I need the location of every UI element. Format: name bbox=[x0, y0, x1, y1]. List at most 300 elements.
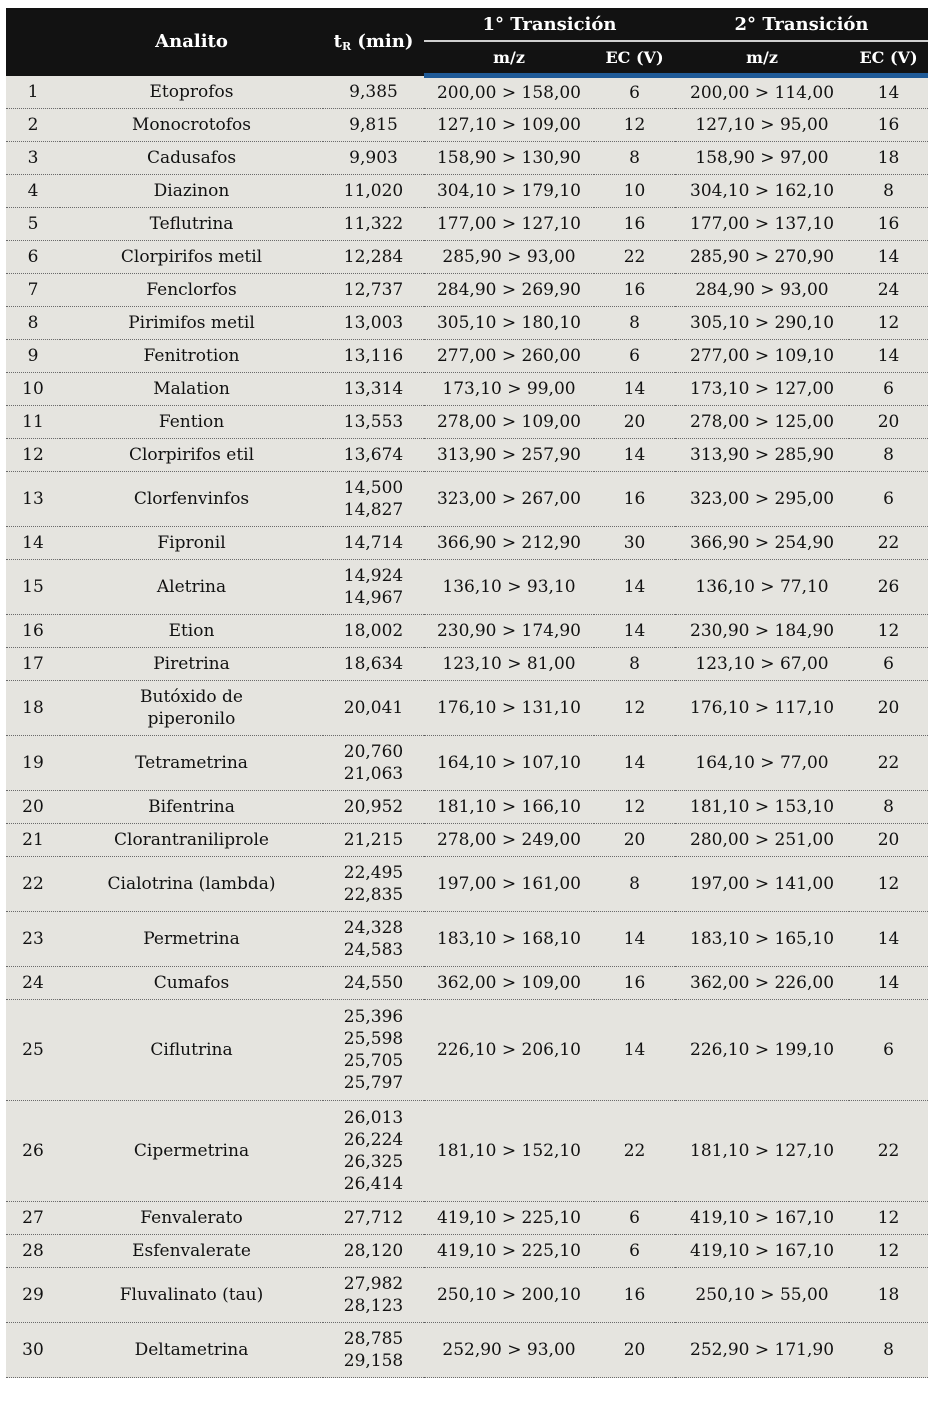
transition-1-mz: 136,10 > 93,10 bbox=[424, 560, 594, 615]
table-row bbox=[6, 439, 928, 472]
retention-time bbox=[323, 560, 424, 615]
retention-time bbox=[323, 1268, 424, 1323]
transition-1-ec: 8 bbox=[594, 307, 675, 340]
retention-time-line: 12,284 bbox=[343, 247, 404, 267]
retention-time bbox=[323, 1235, 424, 1268]
transition-1-mz: 226,10 > 206,10 bbox=[424, 1000, 594, 1101]
transition-2-ec: 14 bbox=[849, 76, 928, 109]
transition-1-ec: 20 bbox=[594, 406, 675, 439]
table-row bbox=[6, 373, 928, 406]
transition-1-mz: 250,10 > 200,10 bbox=[424, 1268, 594, 1323]
transition-2-ec: 14 bbox=[849, 912, 928, 967]
analyte-name: Ciflutrina bbox=[60, 1000, 323, 1101]
transition-2-ec: 22 bbox=[849, 1101, 928, 1202]
retention-time-line: 22,495 bbox=[343, 863, 404, 883]
analyte-transition-table bbox=[6, 8, 928, 1378]
retention-time bbox=[323, 681, 424, 736]
transition-2-mz: 277,00 > 109,10 bbox=[675, 340, 849, 373]
transition-2-mz: 419,10 > 167,10 bbox=[675, 1202, 849, 1235]
transition-1-mz: 158,90 > 130,90 bbox=[424, 142, 594, 175]
transition-2-ec: 22 bbox=[849, 527, 928, 560]
table-row bbox=[6, 142, 928, 175]
transition-2-mz: 250,10 > 55,00 bbox=[675, 1268, 849, 1323]
retention-time-line: 9,815 bbox=[349, 115, 398, 135]
analyte-name: Teflutrina bbox=[60, 208, 323, 241]
analyte-name: Clorpirifos etil bbox=[60, 439, 323, 472]
transition-2-mz: 197,00 > 141,00 bbox=[675, 857, 849, 912]
transition-1-mz: 366,90 > 212,90 bbox=[424, 527, 594, 560]
transition-1-ec: 16 bbox=[594, 967, 675, 1000]
retention-time bbox=[323, 340, 424, 373]
table-row bbox=[6, 1323, 928, 1378]
table-row bbox=[6, 1202, 928, 1235]
analyte-name: Cialotrina (lambda) bbox=[60, 857, 323, 912]
retention-time-line: 25,705 bbox=[343, 1051, 404, 1071]
retention-time bbox=[323, 857, 424, 912]
retention-time-line: 14,967 bbox=[343, 588, 404, 608]
transition-2-ec: 16 bbox=[849, 208, 928, 241]
retention-time bbox=[323, 1000, 424, 1101]
row-number: 1 bbox=[6, 76, 60, 109]
analyte-name: Clorfenvinfos bbox=[60, 472, 323, 527]
transition-2-mz: 164,10 > 77,00 bbox=[675, 736, 849, 791]
transition-1-mz: 127,10 > 109,00 bbox=[424, 109, 594, 142]
retention-time bbox=[323, 615, 424, 648]
retention-time-line: 28,123 bbox=[343, 1296, 404, 1316]
transition-1-ec: 20 bbox=[594, 824, 675, 857]
transition-2-mz: 127,10 > 95,00 bbox=[675, 109, 849, 142]
transition-2-ec: 12 bbox=[849, 307, 928, 340]
transition-1-ec: 12 bbox=[594, 791, 675, 824]
retention-time-line: 21,063 bbox=[343, 764, 404, 784]
transition-2-mz: 177,00 > 137,10 bbox=[675, 208, 849, 241]
transition-1-mz: 173,10 > 99,00 bbox=[424, 373, 594, 406]
analyte-name: Clorpirifos metil bbox=[60, 241, 323, 274]
row-number: 13 bbox=[6, 472, 60, 527]
retention-time-line: 9,385 bbox=[349, 81, 398, 102]
transition-2-ec: 18 bbox=[849, 1268, 928, 1323]
row-number: 9 bbox=[6, 340, 60, 373]
transition-1-mz: 362,00 > 109,00 bbox=[424, 967, 594, 1000]
row-number: 14 bbox=[6, 527, 60, 560]
row-number: 5 bbox=[6, 208, 60, 241]
row-number: 16 bbox=[6, 615, 60, 648]
row-number: 4 bbox=[6, 175, 60, 208]
transition-1-mz: 176,10 > 131,10 bbox=[424, 681, 594, 736]
row-number: 6 bbox=[6, 241, 60, 274]
transition-2-mz: 285,90 > 270,90 bbox=[675, 241, 849, 274]
transition-2-ec: 6 bbox=[849, 373, 928, 406]
retention-time-line: 28,120 bbox=[343, 1241, 404, 1261]
transition-2-ec: 22 bbox=[849, 736, 928, 791]
retention-time-line: 26,013 bbox=[343, 1108, 404, 1128]
transition-1-mz: 164,10 > 107,10 bbox=[424, 736, 594, 791]
table-row bbox=[6, 1235, 928, 1268]
transition-2-mz: 313,90 > 285,90 bbox=[675, 439, 849, 472]
retention-time-line: 14,714 bbox=[343, 533, 404, 553]
table-row bbox=[6, 307, 928, 340]
transition-1-ec: 16 bbox=[594, 208, 675, 241]
retention-time-line: 24,328 bbox=[343, 918, 404, 938]
transition-1-ec: 12 bbox=[594, 109, 675, 142]
table-row bbox=[6, 76, 928, 109]
transition-2-mz: 366,90 > 254,90 bbox=[675, 527, 849, 560]
retention-time bbox=[323, 274, 424, 307]
transition-2-mz: 181,10 > 153,10 bbox=[675, 791, 849, 824]
retention-time-line: 21,215 bbox=[343, 830, 404, 850]
retention-time-line: 20,952 bbox=[343, 797, 404, 817]
analyte-name: Cumafos bbox=[60, 967, 323, 1000]
retention-time-line: 18,634 bbox=[343, 654, 404, 674]
analyte-name: Fipronil bbox=[60, 527, 323, 560]
retention-time bbox=[323, 648, 424, 681]
header-mz-2: m/z bbox=[675, 41, 849, 76]
row-number: 11 bbox=[6, 406, 60, 439]
transition-1-mz: 313,90 > 257,90 bbox=[424, 439, 594, 472]
row-number: 22 bbox=[6, 857, 60, 912]
transition-2-ec: 12 bbox=[849, 615, 928, 648]
analyte-name: Cipermetrina bbox=[60, 1101, 323, 1202]
row-number: 24 bbox=[6, 967, 60, 1000]
transition-1-ec: 6 bbox=[594, 1235, 675, 1268]
row-number: 12 bbox=[6, 439, 60, 472]
transition-1-mz: 183,10 > 168,10 bbox=[424, 912, 594, 967]
transition-2-ec: 6 bbox=[849, 472, 928, 527]
transition-2-ec: 12 bbox=[849, 1202, 928, 1235]
transition-1-ec: 12 bbox=[594, 681, 675, 736]
transition-1-ec: 16 bbox=[594, 274, 675, 307]
transition-1-ec: 14 bbox=[594, 736, 675, 791]
transition-2-ec: 8 bbox=[849, 175, 928, 208]
retention-time-line: 25,598 bbox=[343, 1029, 404, 1049]
transition-2-mz: 284,90 > 93,00 bbox=[675, 274, 849, 307]
retention-time-line: 13,003 bbox=[343, 313, 404, 333]
row-number: 21 bbox=[6, 824, 60, 857]
table-row bbox=[6, 648, 928, 681]
transition-2-ec: 6 bbox=[849, 648, 928, 681]
row-number: 23 bbox=[6, 912, 60, 967]
retention-time-line: 20,760 bbox=[343, 742, 404, 762]
table-body bbox=[6, 76, 928, 1378]
row-number: 27 bbox=[6, 1202, 60, 1235]
retention-time bbox=[323, 439, 424, 472]
transition-1-ec: 8 bbox=[594, 648, 675, 681]
retention-time bbox=[323, 109, 424, 142]
row-number: 3 bbox=[6, 142, 60, 175]
table-row bbox=[6, 560, 928, 615]
retention-time bbox=[323, 824, 424, 857]
transition-1-ec: 22 bbox=[594, 1101, 675, 1202]
analyte-name: Fenitrotion bbox=[60, 340, 323, 373]
transition-1-ec: 22 bbox=[594, 241, 675, 274]
transition-2-ec: 26 bbox=[849, 560, 928, 615]
analyte-name: Tetrametrina bbox=[60, 736, 323, 791]
transition-2-ec: 12 bbox=[849, 1235, 928, 1268]
row-number: 19 bbox=[6, 736, 60, 791]
retention-time bbox=[323, 406, 424, 439]
analyte-name: Monocrotofos bbox=[60, 109, 323, 142]
retention-time bbox=[323, 1202, 424, 1235]
table-row bbox=[6, 1268, 928, 1323]
transition-2-ec: 16 bbox=[849, 109, 928, 142]
transition-1-ec: 20 bbox=[594, 1323, 675, 1378]
transition-2-mz: 323,00 > 295,00 bbox=[675, 472, 849, 527]
retention-time bbox=[323, 307, 424, 340]
transition-2-mz: 136,10 > 77,10 bbox=[675, 560, 849, 615]
header-ec-1: EC (V) bbox=[594, 41, 675, 76]
retention-time bbox=[323, 912, 424, 967]
table-row bbox=[6, 1101, 928, 1202]
retention-time bbox=[323, 373, 424, 406]
table-row bbox=[6, 736, 928, 791]
retention-time-line: 26,224 bbox=[343, 1130, 404, 1150]
transition-1-mz: 230,90 > 174,90 bbox=[424, 615, 594, 648]
transition-1-mz: 323,00 > 267,00 bbox=[424, 472, 594, 527]
transition-2-ec: 8 bbox=[849, 439, 928, 472]
transition-1-ec: 14 bbox=[594, 912, 675, 967]
retention-time bbox=[323, 1101, 424, 1202]
table-row bbox=[6, 472, 928, 527]
row-number: 28 bbox=[6, 1235, 60, 1268]
analyte-name: Etion bbox=[60, 615, 323, 648]
transition-1-ec: 16 bbox=[594, 1268, 675, 1323]
analyte-name: Etoprofos bbox=[60, 76, 323, 109]
retention-time-line: 14,500 bbox=[343, 478, 404, 498]
transition-1-ec: 30 bbox=[594, 527, 675, 560]
transition-2-mz: 419,10 > 167,10 bbox=[675, 1235, 849, 1268]
analyte-name: Deltametrina bbox=[60, 1323, 323, 1378]
header-tr-main: t bbox=[333, 30, 342, 52]
row-number: 7 bbox=[6, 274, 60, 307]
table-row bbox=[6, 824, 928, 857]
transition-1-mz: 285,90 > 93,00 bbox=[424, 241, 594, 274]
transition-2-ec: 20 bbox=[849, 824, 928, 857]
table-row bbox=[6, 967, 928, 1000]
header-tr-unit: (min) bbox=[351, 30, 414, 52]
row-number: 17 bbox=[6, 648, 60, 681]
transition-2-ec: 20 bbox=[849, 681, 928, 736]
retention-time bbox=[323, 472, 424, 527]
header-transition-1: 1° Transición bbox=[424, 8, 675, 41]
transition-1-mz: 278,00 > 109,00 bbox=[424, 406, 594, 439]
row-number: 15 bbox=[6, 560, 60, 615]
transition-1-mz: 419,10 > 225,10 bbox=[424, 1202, 594, 1235]
retention-time-line: 13,553 bbox=[343, 412, 404, 432]
retention-time-line: 14,924 bbox=[343, 566, 404, 586]
transition-1-ec: 6 bbox=[594, 340, 675, 373]
transition-1-mz: 123,10 > 81,00 bbox=[424, 648, 594, 681]
transition-1-ec: 14 bbox=[594, 373, 675, 406]
transition-1-ec: 6 bbox=[594, 1202, 675, 1235]
retention-time-line: 11,322 bbox=[343, 214, 404, 234]
header-mz-1: m/z bbox=[424, 41, 594, 76]
transition-1-mz: 277,00 > 260,00 bbox=[424, 340, 594, 373]
transition-2-ec: 6 bbox=[849, 1000, 928, 1101]
transition-1-ec: 8 bbox=[594, 857, 675, 912]
transition-1-mz: 419,10 > 225,10 bbox=[424, 1235, 594, 1268]
analyte-table-container bbox=[6, 8, 918, 1378]
transition-1-ec: 6 bbox=[594, 76, 675, 109]
retention-time-line: 14,827 bbox=[343, 500, 404, 520]
table-row bbox=[6, 208, 928, 241]
transition-2-ec: 18 bbox=[849, 142, 928, 175]
table-row bbox=[6, 1000, 928, 1101]
analyte-name: Fluvalinato (tau) bbox=[60, 1268, 323, 1323]
analyte-name-line: piperonilo bbox=[147, 709, 236, 729]
analyte-name: Fenclorfos bbox=[60, 274, 323, 307]
transition-2-mz: 278,00 > 125,00 bbox=[675, 406, 849, 439]
transition-2-mz: 176,10 > 117,10 bbox=[675, 681, 849, 736]
analyte-name: Diazinon bbox=[60, 175, 323, 208]
retention-time-line: 12,737 bbox=[343, 280, 404, 300]
retention-time-line: 26,414 bbox=[343, 1174, 404, 1194]
retention-time-line: 25,797 bbox=[343, 1073, 404, 1093]
transition-1-ec: 8 bbox=[594, 142, 675, 175]
header-number bbox=[6, 8, 60, 76]
retention-time-line: 13,116 bbox=[343, 346, 404, 366]
table-row bbox=[6, 109, 928, 142]
table-header bbox=[6, 8, 928, 76]
transition-1-ec: 16 bbox=[594, 472, 675, 527]
transition-1-mz: 181,10 > 152,10 bbox=[424, 1101, 594, 1202]
retention-time-line: 24,550 bbox=[343, 973, 404, 993]
table-row bbox=[6, 912, 928, 967]
table-row bbox=[6, 857, 928, 912]
transition-2-ec: 14 bbox=[849, 340, 928, 373]
transition-2-mz: 200,00 > 114,00 bbox=[675, 76, 849, 109]
retention-time-line: 13,314 bbox=[343, 379, 404, 399]
transition-1-mz: 197,00 > 161,00 bbox=[424, 857, 594, 912]
retention-time-line: 27,982 bbox=[343, 1274, 404, 1294]
transition-1-mz: 284,90 > 269,90 bbox=[424, 274, 594, 307]
transition-2-mz: 181,10 > 127,10 bbox=[675, 1101, 849, 1202]
transition-2-ec: 8 bbox=[849, 791, 928, 824]
transition-1-mz: 304,10 > 179,10 bbox=[424, 175, 594, 208]
retention-time-line: 24,583 bbox=[343, 940, 404, 960]
analyte-name: Cadusafos bbox=[60, 142, 323, 175]
transition-1-ec: 14 bbox=[594, 560, 675, 615]
analyte-name: Piretrina bbox=[60, 648, 323, 681]
table-row bbox=[6, 340, 928, 373]
transition-2-ec: 14 bbox=[849, 967, 928, 1000]
transition-2-mz: 230,90 > 184,90 bbox=[675, 615, 849, 648]
retention-time bbox=[323, 1323, 424, 1378]
header-transition-2: 2° Transición bbox=[675, 8, 928, 41]
row-number: 20 bbox=[6, 791, 60, 824]
retention-time bbox=[323, 241, 424, 274]
retention-time-line: 13,674 bbox=[343, 445, 404, 465]
analyte-name bbox=[60, 681, 323, 736]
retention-time bbox=[323, 791, 424, 824]
retention-time-line: 27,712 bbox=[343, 1208, 404, 1228]
transition-2-mz: 305,10 > 290,10 bbox=[675, 307, 849, 340]
retention-time bbox=[323, 76, 424, 109]
table-row bbox=[6, 527, 928, 560]
transition-2-ec: 8 bbox=[849, 1323, 928, 1378]
retention-time-line: 28,785 bbox=[343, 1329, 404, 1349]
analyte-name-line: Butóxido de bbox=[140, 687, 243, 707]
retention-time bbox=[323, 208, 424, 241]
header-analyte: Analito bbox=[60, 8, 323, 76]
table-row bbox=[6, 274, 928, 307]
transition-2-mz: 158,90 > 97,00 bbox=[675, 142, 849, 175]
retention-time bbox=[323, 142, 424, 175]
analyte-name: Malation bbox=[60, 373, 323, 406]
row-number: 10 bbox=[6, 373, 60, 406]
transition-2-mz: 226,10 > 199,10 bbox=[675, 1000, 849, 1101]
retention-time-line: 11,020 bbox=[343, 181, 404, 201]
retention-time-line: 18,002 bbox=[343, 621, 404, 641]
transition-2-mz: 252,90 > 171,90 bbox=[675, 1323, 849, 1378]
transition-1-ec: 14 bbox=[594, 615, 675, 648]
table-row bbox=[6, 175, 928, 208]
table-row bbox=[6, 241, 928, 274]
retention-time-line: 26,325 bbox=[343, 1152, 404, 1172]
transition-2-mz: 173,10 > 127,00 bbox=[675, 373, 849, 406]
transition-2-ec: 24 bbox=[849, 274, 928, 307]
transition-2-ec: 14 bbox=[849, 241, 928, 274]
analyte-name: Clorantraniliprole bbox=[60, 824, 323, 857]
table-row bbox=[6, 615, 928, 648]
transition-1-ec: 10 bbox=[594, 175, 675, 208]
table-row bbox=[6, 406, 928, 439]
transition-2-ec: 12 bbox=[849, 857, 928, 912]
retention-time-line: 25,396 bbox=[343, 1007, 404, 1027]
transition-2-mz: 183,10 > 165,10 bbox=[675, 912, 849, 967]
header-retention-time bbox=[323, 8, 424, 76]
row-number: 25 bbox=[6, 1000, 60, 1101]
row-number: 18 bbox=[6, 681, 60, 736]
retention-time-line: 29,158 bbox=[343, 1351, 404, 1371]
analyte-name: Bifentrina bbox=[60, 791, 323, 824]
analyte-name: Esfenvalerate bbox=[60, 1235, 323, 1268]
retention-time bbox=[323, 736, 424, 791]
retention-time-line: 9,903 bbox=[349, 148, 398, 168]
table-row bbox=[6, 791, 928, 824]
transition-2-mz: 362,00 > 226,00 bbox=[675, 967, 849, 1000]
transition-1-ec: 14 bbox=[594, 439, 675, 472]
row-number: 29 bbox=[6, 1268, 60, 1323]
row-number: 8 bbox=[6, 307, 60, 340]
transition-2-mz: 123,10 > 67,00 bbox=[675, 648, 849, 681]
transition-2-mz: 280,00 > 251,00 bbox=[675, 824, 849, 857]
retention-time bbox=[323, 527, 424, 560]
analyte-name: Permetrina bbox=[60, 912, 323, 967]
analyte-name: Pirimifos metil bbox=[60, 307, 323, 340]
transition-1-mz: 177,00 > 127,10 bbox=[424, 208, 594, 241]
row-number: 26 bbox=[6, 1101, 60, 1202]
transition-2-mz: 304,10 > 162,10 bbox=[675, 175, 849, 208]
row-number: 30 bbox=[6, 1323, 60, 1378]
retention-time-line: 22,835 bbox=[343, 885, 404, 905]
row-number: 2 bbox=[6, 109, 60, 142]
transition-1-mz: 252,90 > 93,00 bbox=[424, 1323, 594, 1378]
retention-time bbox=[323, 967, 424, 1000]
retention-time-line: 20,041 bbox=[343, 698, 404, 718]
analyte-name: Aletrina bbox=[60, 560, 323, 615]
transition-1-ec: 14 bbox=[594, 1000, 675, 1101]
transition-1-mz: 278,00 > 249,00 bbox=[424, 824, 594, 857]
header-tr-sub: R bbox=[341, 39, 352, 53]
transition-1-mz: 181,10 > 166,10 bbox=[424, 791, 594, 824]
transition-1-mz: 200,00 > 158,00 bbox=[424, 76, 594, 109]
table-row bbox=[6, 681, 928, 736]
retention-time bbox=[323, 175, 424, 208]
transition-1-mz: 305,10 > 180,10 bbox=[424, 307, 594, 340]
header-ec-2: EC (V) bbox=[849, 41, 928, 76]
analyte-name: Fenvalerato bbox=[60, 1202, 323, 1235]
analyte-name: Fention bbox=[60, 406, 323, 439]
